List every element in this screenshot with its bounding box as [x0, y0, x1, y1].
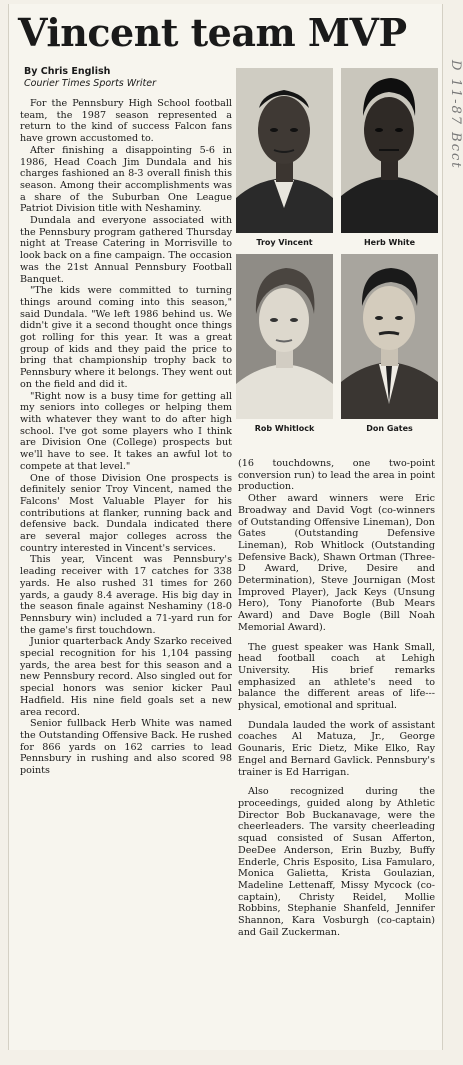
paragraph: Also recognized during the proceedings, guided along by Athletic Director Bob Buckanavage, were the cheerleaders. The varsity cheerleading squad consisted of Susan Afferton, DeeDee Anderson, Erin Buzby, Buffy Enderle, Chris Esposito, Lisa Famularo, Monica Galietta, Krista Goulazian, Madeline Lettenaff, Missy Mycock (co-captain), Christy Reidel, Mollie Robbins, Stephanie Shanfeld, Jennifer Shannon, Kara Vosburgh (co-captain) and Gail Zuckerman. [238, 786, 435, 938]
paragraph: This year, Vincent was Pennsbury's leading receiver with 17 catches for 338 yards. He also rushed 31 times for 260 yards, a gaudy 8.4 average. His big day in the season finale against Neshaminy (18-0 Pennsbury win) included a 71-yard run for the game's first touchdown. [20, 554, 232, 636]
paragraph: The guest speaker was Hank Small, head football coach at Lehigh University. His brief remarks emphasized an athlete's need to balance the different areas of life--- physical, emotional and spritual. [238, 641, 435, 712]
paragraph: (16 touchdowns, one two-point conversion run) to lead the area in point production. [238, 458, 435, 493]
photo-caption: Herb White [363, 238, 416, 247]
paragraph: "The kids were committed to turning things around coming into this season," said Dundala. "We left 1986 behind us. We didn't give it a second thought once things got rolling for this year. It was a great group of kids and they paid the price to bring that championship trophy back to Pennsbury where it belongs. They went out on the field and did it. [20, 285, 232, 390]
paragraph: After finishing a disappointing 5-6 in 1986, Head Coach Jim Dundala and his charges fashioned an 8-3 overall finish this season. Among their accomplishments was a share of the Suburban One League Patriot Division title with Neshaminy. [20, 144, 232, 215]
photo-caption: Rob Whitlock [254, 424, 315, 433]
article-column-left [20, 98, 232, 777]
handwritten-note: D 11-87 Bcct [448, 60, 463, 170]
headline: Vincent team MVP [18, 10, 407, 55]
paragraph: Other award winners were Eric Broadway and David Vogt (co-winners of Outstanding Offensive Lineman), Don Gates (Outstanding Defensive Lineman), Rob Whitlock (Outstanding Defensive Back), Shawn Ortman (Three-D Award, Drive, Desire and Determination), Steve Journigan (Most Improved Player), Jack Keys (Unsung Hero), Tony Pianoforte (Bub Mears Award) and Dave Bogle (Bill Noah Memorial Award). [238, 493, 435, 633]
article-column-right [238, 458, 435, 938]
photo-caption: Troy Vincent [256, 238, 313, 247]
paragraph: Senior fullback Herb White was named the Outstanding Offensive Back. He rushed for 866 yards on 162 carries to lead Pennsbury in rushing and also scored 98 points [20, 718, 232, 777]
paragraph: Dundala and everyone associated with the Pennsbury program gathered Thursday night at Trease Catering in Morrisville to look back on a fine campaign. The occasion was the 21st Annual Pennsbury Football Banquet. [20, 215, 232, 285]
paragraph: "Right now is a busy time for getting all my seniors into colleges or helping them with whatever they want to do after high school. I've got some players who I think are Division One (College) prospects but we'll have to see. It takes an awful lot to compete at that level." [20, 390, 232, 472]
photo-troy-vincent [236, 68, 333, 233]
photo-herb-white [341, 68, 438, 233]
photo-rob-whitlock [236, 254, 333, 419]
byline-name: By Chris English [24, 66, 111, 77]
paragraph: Dundala lauded the work of assistant coaches Al Matuza, Jr., George Gounaris, Eric Dietz, Mike Elko, Ray Engel and Bernard Gavlick. Pennsbury's trainer is Ed Harrigan. [238, 719, 435, 778]
byline [24, 66, 234, 90]
photo-caption: Don Gates [366, 424, 413, 433]
paragraph: Junior quarterback Andy Szarko received special recognition for his 1,104 passing yards, the area best for this season and a new Pennsbury record. Also singled out for special honors was senior kicker Paul Hadfield. His nine field goals set a new area record. [20, 636, 232, 718]
byline-role: Courier Times Sports Writer [24, 78, 157, 89]
paragraph: One of those Division One prospects is definitely senior Troy Vincent, named the Falcons' Most Valuable Player for his contributions at flanker, running back and defensive back. Dundala indicated there are several major colleges across the country interested in Vincent's services. [20, 472, 232, 554]
paragraph: For the Pennsbury High School football team, the 1987 season represented a return to the kind of success Falcon fans have grown accustomed to. [20, 98, 232, 145]
photo-don-gates [341, 254, 438, 419]
